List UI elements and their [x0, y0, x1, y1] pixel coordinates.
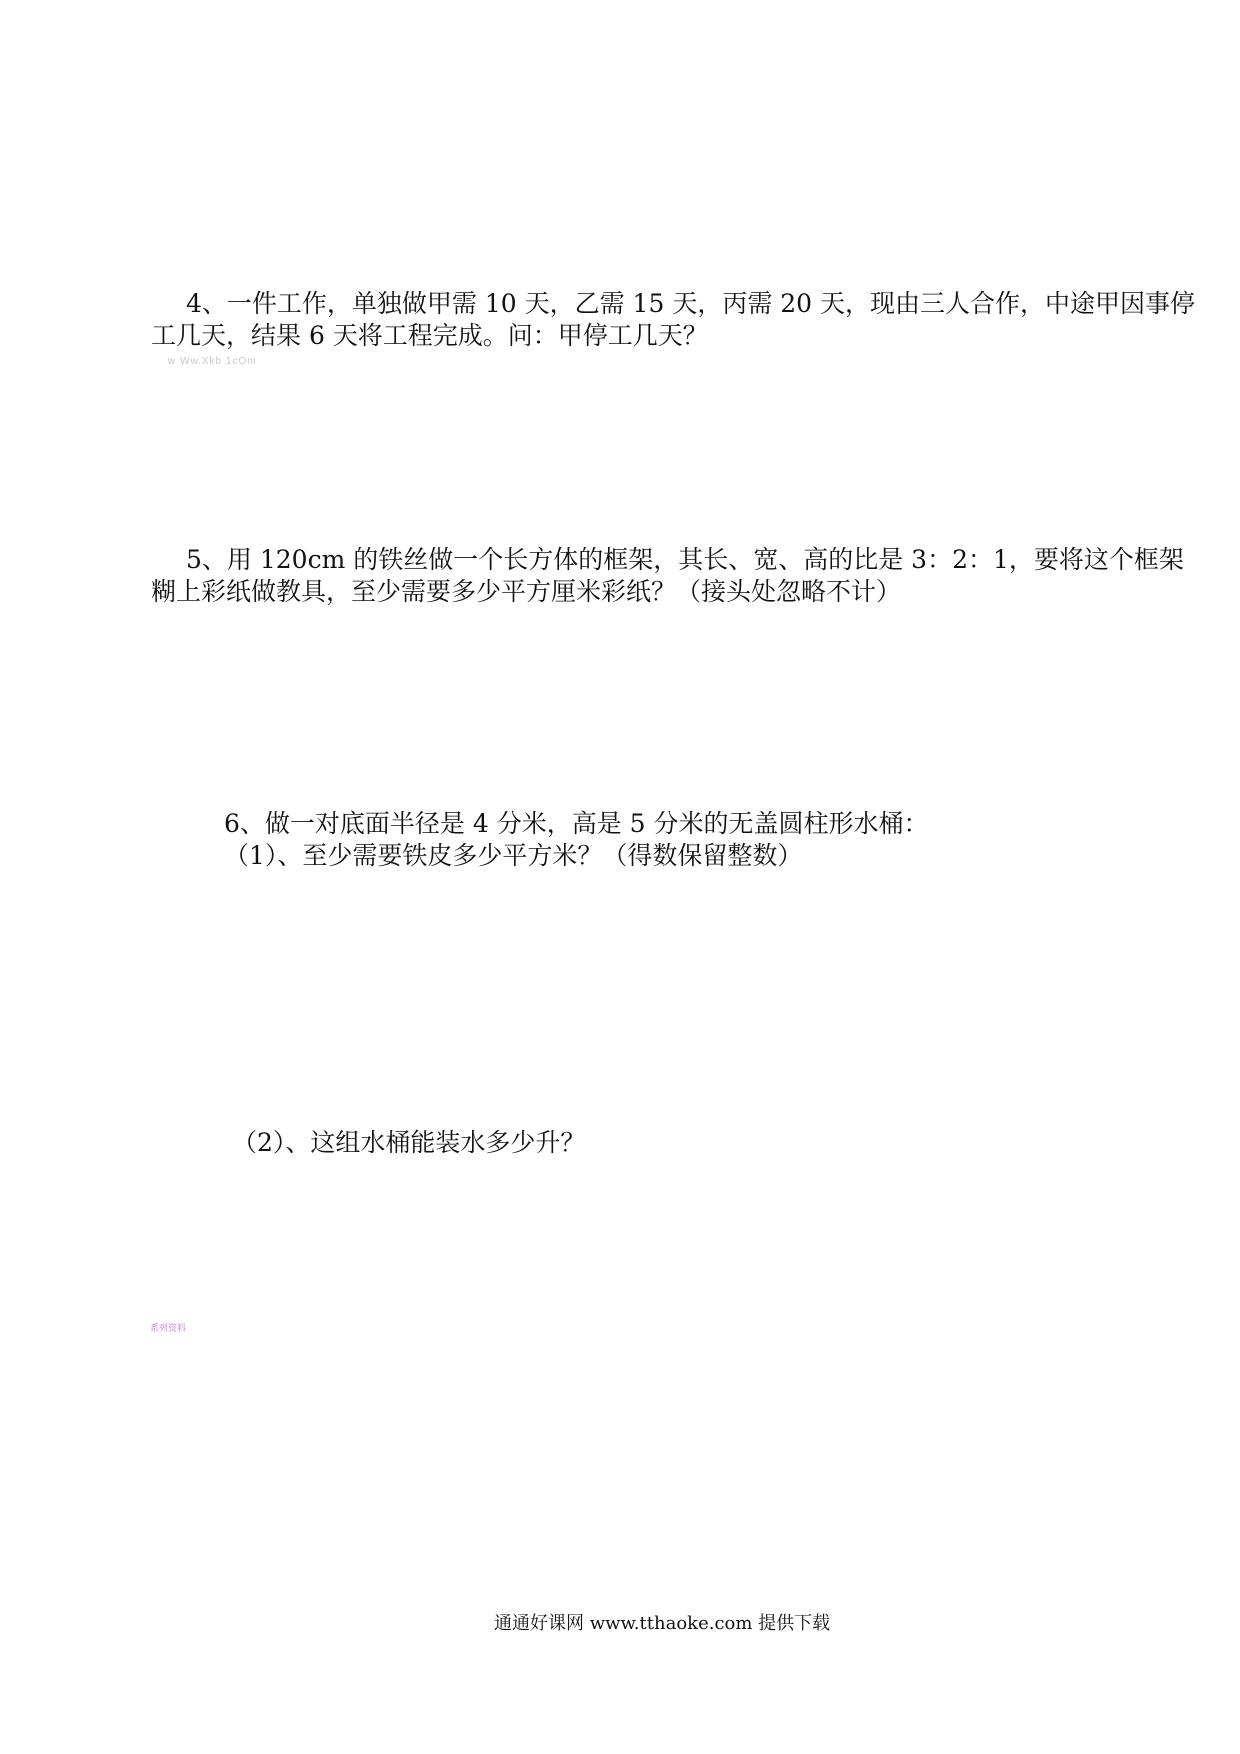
watermark-top: w Ww.Xkb 1cOm	[168, 356, 257, 367]
problem-5-line-2: 糊上彩纸做教具，至少需要多少平方厘米彩纸？（接头处忽略不计）	[151, 577, 902, 606]
footer-download-note: 通通好课网 www.tthaoke.com 提供下载	[494, 1613, 831, 1634]
problem-6-subquestion-1: （1）、至少需要铁皮多少平方米？（得数保留整数）	[224, 841, 803, 870]
problem-6-line-1: 6、做一对底面半径是 4 分米，高是 5 分米的无盖圆柱形水桶：	[224, 809, 929, 838]
problem-4-line-2: 工几天，结果 6 天将工程完成。问：甲停工几天？	[151, 321, 708, 350]
watermark-series: 系列资料	[150, 1323, 187, 1333]
problem-5-line-1: 5、用 120cm 的铁丝做一个长方体的框架，其长、宽、高的比是 3：2：1，要将这个框架	[186, 545, 1184, 574]
problem-4-line-1: 4、一件工作，单独做甲需 10 天，乙需 15 天，丙需 20 天，现由三人合作，中途甲因事停	[186, 289, 1196, 318]
problem-6-subquestion-2: （2）、这组水桶能装水多少升？	[232, 1128, 586, 1157]
